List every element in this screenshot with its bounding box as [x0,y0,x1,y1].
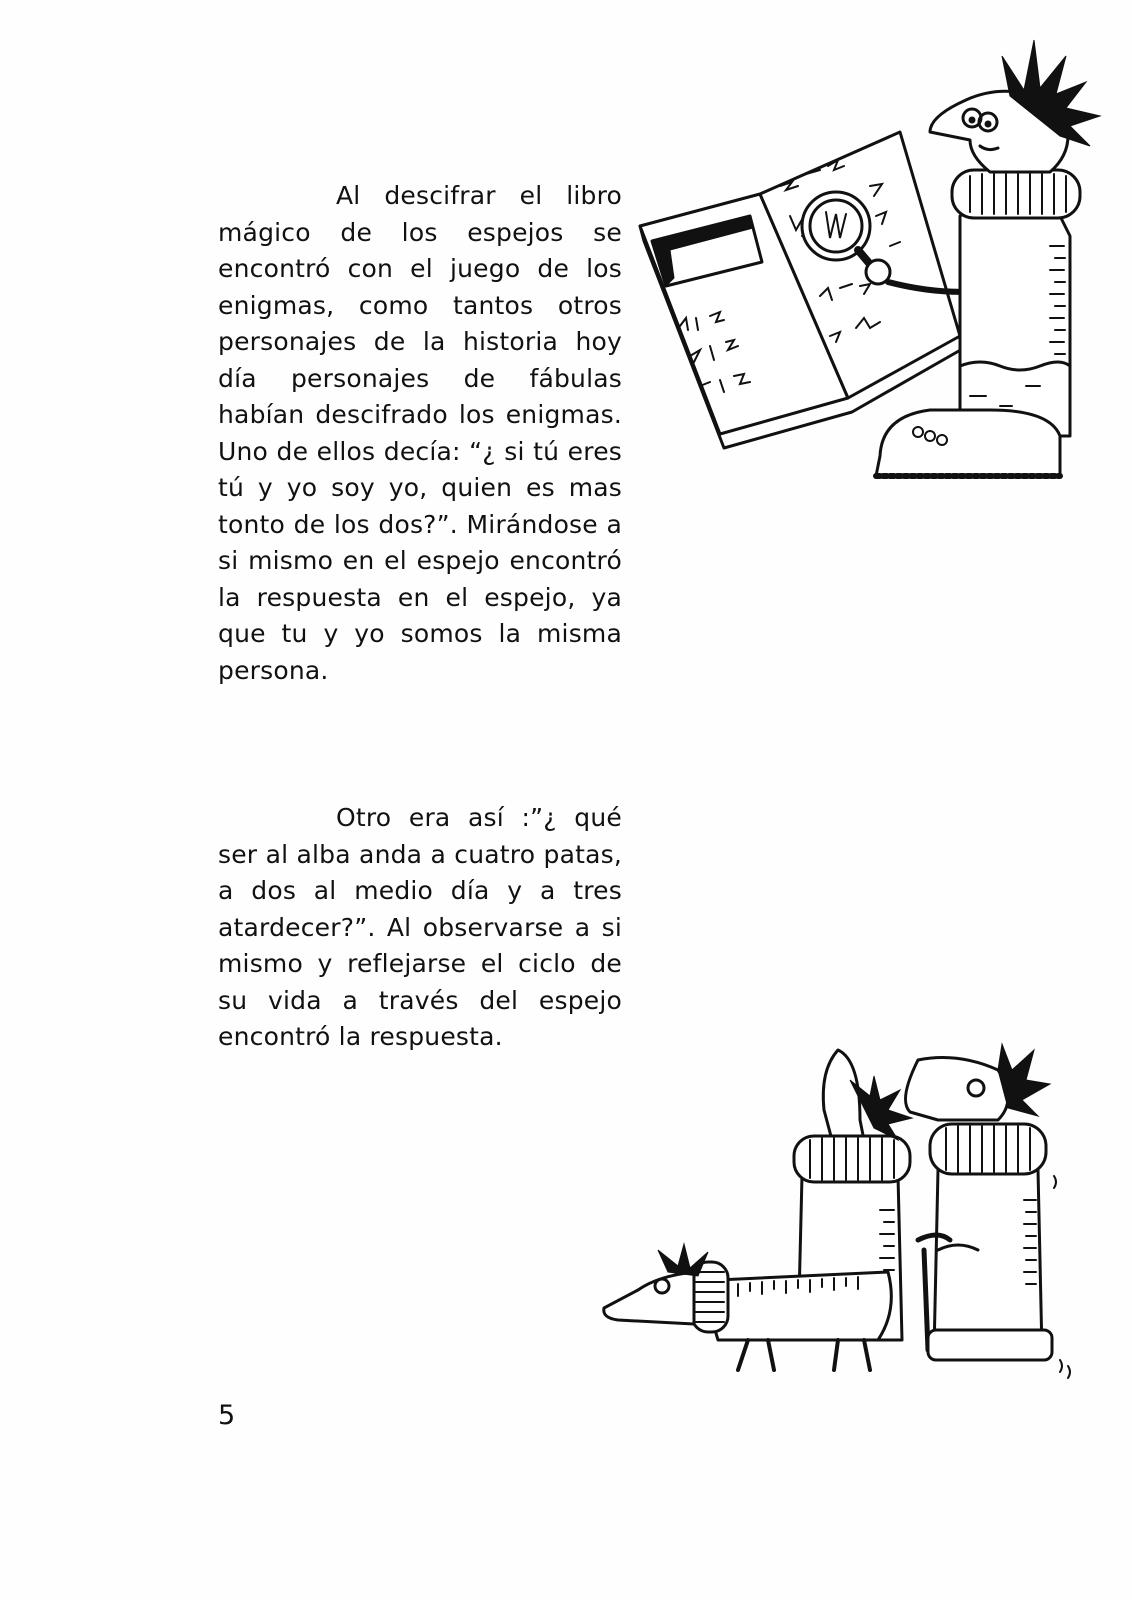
life-stages-illustration [598,1040,1098,1410]
pupil-left [969,117,975,123]
life-stages-drawing [598,1040,1098,1410]
page-number: 5 [218,1400,236,1431]
tall-figure-collar [794,1136,910,1182]
cane-handle [918,1235,950,1240]
pupil-right [985,121,991,127]
crawling-legs [738,1340,870,1370]
motion-marks [1054,1176,1070,1378]
old-figure-base [928,1330,1052,1360]
crawling-head [604,1272,694,1324]
book-reader-illustration [630,36,1110,506]
paragraph-2 [218,800,622,1056]
book-reader-drawing [630,36,1110,506]
crawling-hair [658,1244,708,1276]
old-figure-collar [930,1124,1046,1174]
old-figure-head [906,1058,1009,1120]
paragraph-1-text: Al descifrar el libro mágico de los espejos se encontró con el juego de los enigmas, como tantos otros personajes de la historia hoy día personajes de fábulas habían descifrado los enigmas. Uno de ellos decía: “¿ si tú eres tú y yo soy yo, quien es mas tonto de los dos?”. Mirándose a si mismo en el espejo encontró la respuesta en el espejo, ya que tu y yo somos la misma persona. [218,181,622,685]
crawling-figure-body [713,1272,891,1340]
old-figure-body [934,1170,1042,1352]
character-collar [952,170,1080,218]
paragraph-2-text: Otro era así :”¿ qué ser al alba anda a cuatro patas, a dos al medio día y a tres atardecer?”. Al observarse a si mismo y reflejarse el ciclo de su vida a través del espejo encontró la respuesta. [218,803,622,1051]
paragraph-1 [218,178,622,689]
character-shoe [876,410,1060,476]
